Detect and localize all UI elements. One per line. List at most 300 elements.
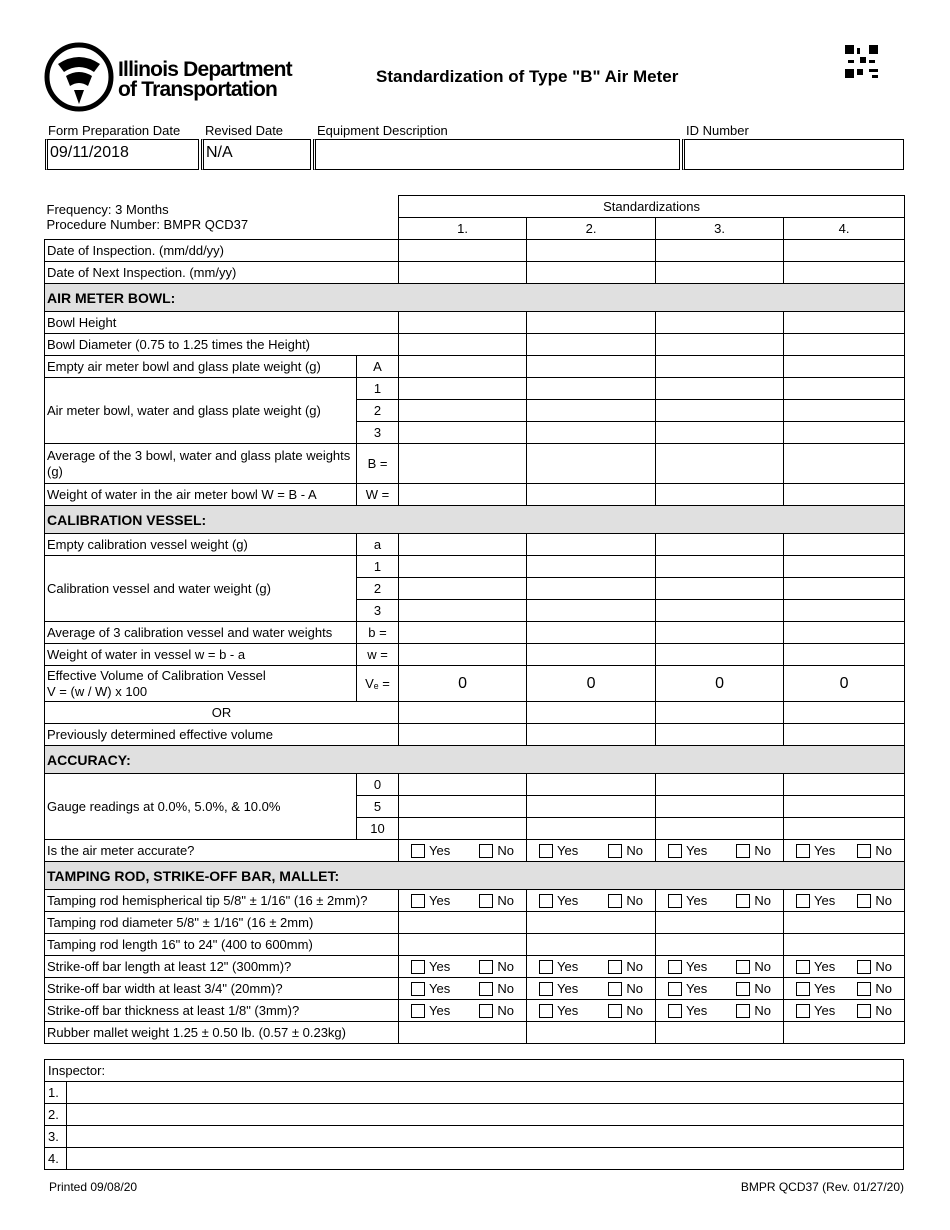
input-cell[interactable] xyxy=(399,356,527,378)
input-cell[interactable] xyxy=(656,334,784,356)
checkbox-icon xyxy=(608,844,622,858)
input-cell[interactable] xyxy=(527,422,656,444)
no-checkbox[interactable] xyxy=(857,843,892,858)
input-cell[interactable] xyxy=(784,444,905,484)
checkbox-icon xyxy=(668,844,682,858)
yes-checkbox[interactable] xyxy=(411,843,450,858)
input-cell[interactable] xyxy=(527,312,656,334)
no-checkbox[interactable] xyxy=(736,959,771,974)
no-label: No xyxy=(875,843,893,858)
input-cell[interactable] xyxy=(399,334,527,356)
no-label: No xyxy=(626,843,644,858)
input-cell[interactable] xyxy=(656,702,784,724)
yes-checkbox[interactable] xyxy=(796,981,835,996)
no-label: No xyxy=(626,1003,644,1018)
row-label: Bowl Diameter (0.75 to 1.25 times the Height) xyxy=(45,334,399,356)
yes-no-group xyxy=(786,843,902,858)
input-cell[interactable] xyxy=(784,484,905,506)
input-cell[interactable] xyxy=(784,262,905,284)
checkbox-icon xyxy=(736,982,750,996)
input-cell[interactable] xyxy=(399,400,527,422)
input-cell[interactable] xyxy=(399,556,527,578)
inspector-label: Inspector: xyxy=(45,1060,904,1082)
input-cell[interactable] xyxy=(399,600,527,622)
yes-checkbox[interactable] xyxy=(796,1003,835,1018)
row-label: Rubber mallet weight 1.25 ± 0.50 lb. (0.57 ± 0.23kg) xyxy=(45,1022,399,1044)
yes-label: Yes xyxy=(814,981,836,996)
checkbox-icon xyxy=(479,1004,493,1018)
eff-vol-value-4[interactable]: 0 xyxy=(784,666,905,702)
inspector-field[interactable] xyxy=(67,1126,904,1148)
checkbox-icon xyxy=(608,982,622,996)
checkbox-icon xyxy=(539,960,553,974)
input-cell[interactable] xyxy=(527,240,656,262)
table-row xyxy=(45,444,905,484)
table-row xyxy=(45,840,905,862)
input-cell[interactable] xyxy=(784,912,905,934)
input-cell[interactable] xyxy=(656,312,784,334)
inspector-field[interactable] xyxy=(67,1148,904,1170)
no-checkbox[interactable] xyxy=(736,1003,771,1018)
equipment-description-field[interactable] xyxy=(313,139,680,170)
yes-no-cell xyxy=(527,840,656,862)
input-cell[interactable] xyxy=(527,1022,656,1044)
input-cell[interactable] xyxy=(784,1022,905,1044)
yes-no-cell xyxy=(399,956,527,978)
input-cell[interactable] xyxy=(784,702,905,724)
no-checkbox[interactable] xyxy=(857,981,892,996)
input-cell[interactable] xyxy=(784,622,905,644)
input-cell[interactable] xyxy=(399,240,527,262)
row-label: Gauge readings at 0.0%, 5.0%, & 10.0% xyxy=(45,774,357,840)
yes-label: Yes xyxy=(814,959,836,974)
yes-checkbox[interactable] xyxy=(539,893,578,908)
no-label: No xyxy=(754,1003,772,1018)
yes-no-group xyxy=(786,981,902,996)
no-checkbox[interactable] xyxy=(736,893,771,908)
yes-no-cell xyxy=(399,890,527,912)
row-code: 2 xyxy=(357,578,399,600)
yes-no-group xyxy=(658,981,781,996)
input-cell[interactable] xyxy=(656,534,784,556)
yes-no-cell xyxy=(784,840,905,862)
eff-vol-value-2[interactable]: 0 xyxy=(527,666,656,702)
yes-checkbox[interactable] xyxy=(411,981,450,996)
input-cell[interactable] xyxy=(656,934,784,956)
input-cell[interactable] xyxy=(784,818,905,840)
row-label xyxy=(45,666,357,702)
inspector-number: 1. xyxy=(45,1082,67,1104)
no-checkbox[interactable] xyxy=(608,981,643,996)
row-label: Date of Next Inspection. (mm/yy) xyxy=(45,262,399,284)
no-checkbox[interactable] xyxy=(479,843,514,858)
row-code: w = xyxy=(357,644,399,666)
no-label: No xyxy=(754,843,772,858)
row-label: Previously determined effective volume xyxy=(45,724,399,746)
input-cell[interactable] xyxy=(399,422,527,444)
row-label: Tamping rod length 16" to 24" (400 to 600mm) xyxy=(45,934,399,956)
row-label: Bowl Height xyxy=(45,312,399,334)
yes-label: Yes xyxy=(686,1003,708,1018)
yes-checkbox[interactable] xyxy=(668,1003,707,1018)
section-calibration-vessel: CALIBRATION VESSEL: xyxy=(45,506,905,534)
yes-no-cell xyxy=(656,978,784,1000)
checkbox-icon xyxy=(411,894,425,908)
checkbox-icon xyxy=(796,960,810,974)
input-cell[interactable] xyxy=(784,556,905,578)
row-label: Empty calibration vessel weight (g) xyxy=(45,534,357,556)
yes-checkbox[interactable] xyxy=(796,959,835,974)
input-cell[interactable] xyxy=(399,818,527,840)
yes-checkbox[interactable] xyxy=(539,959,578,974)
checkbox-icon xyxy=(857,982,871,996)
row-code: 3 xyxy=(357,422,399,444)
input-cell[interactable] xyxy=(399,444,527,484)
table-row xyxy=(45,1022,905,1044)
yes-checkbox[interactable] xyxy=(411,1003,450,1018)
input-cell[interactable] xyxy=(784,400,905,422)
input-cell[interactable] xyxy=(399,262,527,284)
checkbox-icon xyxy=(857,894,871,908)
no-label: No xyxy=(497,959,515,974)
input-cell[interactable] xyxy=(399,484,527,506)
table-row xyxy=(45,356,905,378)
input-cell[interactable] xyxy=(656,578,784,600)
input-cell[interactable] xyxy=(784,796,905,818)
input-cell[interactable] xyxy=(527,334,656,356)
inspector-field[interactable] xyxy=(67,1104,904,1126)
inspector-number: 3. xyxy=(45,1126,67,1148)
table-row xyxy=(45,912,905,934)
input-cell[interactable] xyxy=(399,378,527,400)
input-cell[interactable] xyxy=(656,484,784,506)
no-label: No xyxy=(497,1003,515,1018)
row-label: Strike-off bar width at least 3/4" (20mm)? xyxy=(45,978,399,1000)
input-cell[interactable] xyxy=(784,774,905,796)
input-cell[interactable] xyxy=(399,912,527,934)
input-cell[interactable] xyxy=(527,534,656,556)
input-cell[interactable] xyxy=(784,934,905,956)
eff-vol-value-1[interactable]: 0 xyxy=(399,666,527,702)
input-cell[interactable] xyxy=(527,578,656,600)
checkbox-icon xyxy=(668,894,682,908)
yes-checkbox[interactable] xyxy=(668,843,707,858)
yes-no-group xyxy=(658,1003,781,1018)
qr-code-icon xyxy=(845,45,878,78)
frequency-procedure xyxy=(45,196,399,240)
input-cell[interactable] xyxy=(527,484,656,506)
inspector-number: 2. xyxy=(45,1104,67,1126)
input-cell[interactable] xyxy=(527,818,656,840)
input-cell[interactable] xyxy=(527,356,656,378)
yes-checkbox[interactable] xyxy=(411,959,450,974)
no-checkbox[interactable] xyxy=(608,893,643,908)
input-cell[interactable] xyxy=(656,774,784,796)
no-label: No xyxy=(497,893,515,908)
yes-label: Yes xyxy=(686,959,708,974)
input-cell[interactable] xyxy=(656,818,784,840)
inspector-row xyxy=(45,1148,904,1170)
input-cell[interactable] xyxy=(399,702,527,724)
row-label: Tamping rod diameter 5/8" ± 1/16" (16 ± 2mm) xyxy=(45,912,399,934)
checkbox-icon xyxy=(539,894,553,908)
yes-no-cell xyxy=(527,1000,656,1022)
input-cell[interactable] xyxy=(527,622,656,644)
input-cell[interactable] xyxy=(784,422,905,444)
table-row xyxy=(45,556,905,578)
input-cell[interactable] xyxy=(656,240,784,262)
table-row xyxy=(45,262,905,284)
yes-label: Yes xyxy=(429,959,451,974)
row-label: Weight of water in vessel w = b - a xyxy=(45,644,357,666)
logo-line-1: Illinois Department xyxy=(118,58,292,81)
checkbox-icon xyxy=(796,894,810,908)
yes-checkbox[interactable] xyxy=(796,893,835,908)
no-checkbox[interactable] xyxy=(479,893,514,908)
input-cell[interactable] xyxy=(399,934,527,956)
checkbox-icon xyxy=(796,982,810,996)
yes-label: Yes xyxy=(429,981,451,996)
row-code: 1 xyxy=(357,378,399,400)
input-cell[interactable] xyxy=(399,774,527,796)
no-checkbox[interactable] xyxy=(479,981,514,996)
no-checkbox[interactable] xyxy=(736,981,771,996)
equipment-description-label: Equipment Description xyxy=(317,123,448,138)
table-row xyxy=(45,378,905,400)
yes-no-cell xyxy=(399,840,527,862)
yes-no-cell xyxy=(656,1000,784,1022)
input-cell[interactable] xyxy=(784,356,905,378)
yes-no-cell xyxy=(527,890,656,912)
eff-vol-value-3[interactable]: 0 xyxy=(656,666,784,702)
yes-no-group xyxy=(529,893,653,908)
yes-checkbox[interactable] xyxy=(539,1003,578,1018)
table-row xyxy=(45,702,905,724)
input-cell[interactable] xyxy=(784,378,905,400)
no-checkbox[interactable] xyxy=(857,1003,892,1018)
input-cell[interactable] xyxy=(527,724,656,746)
input-cell[interactable] xyxy=(399,578,527,600)
input-cell[interactable] xyxy=(784,724,905,746)
row-code: W = xyxy=(357,484,399,506)
yes-label: Yes xyxy=(429,1003,451,1018)
logo-text xyxy=(118,60,292,100)
checkbox-icon xyxy=(668,960,682,974)
input-cell[interactable] xyxy=(784,578,905,600)
input-cell[interactable] xyxy=(656,724,784,746)
no-checkbox[interactable] xyxy=(736,843,771,858)
input-cell[interactable] xyxy=(399,796,527,818)
no-checkbox[interactable] xyxy=(857,959,892,974)
input-cell[interactable] xyxy=(399,1022,527,1044)
row-label: Air meter bowl, water and glass plate weight (g) xyxy=(45,378,357,444)
yes-no-group xyxy=(786,959,902,974)
yes-label: Yes xyxy=(557,959,579,974)
input-cell[interactable] xyxy=(656,644,784,666)
row-code: 0 xyxy=(357,774,399,796)
yes-no-group xyxy=(401,959,524,974)
standardization-table xyxy=(44,195,905,1044)
yes-no-group xyxy=(401,1003,524,1018)
revised-date-field[interactable]: N/A xyxy=(201,139,311,170)
table-row xyxy=(45,1000,905,1022)
yes-checkbox[interactable] xyxy=(668,893,707,908)
row-label: Strike-off bar length at least 12" (300mm)? xyxy=(45,956,399,978)
input-cell[interactable] xyxy=(784,644,905,666)
input-cell[interactable] xyxy=(399,312,527,334)
yes-no-group xyxy=(786,893,902,908)
id-number-field[interactable] xyxy=(682,139,904,170)
no-checkbox[interactable] xyxy=(479,1003,514,1018)
yes-no-group xyxy=(529,981,653,996)
yes-no-group xyxy=(401,893,524,908)
eff-vol-line-1: Effective Volume of Calibration Vessel xyxy=(47,667,266,683)
checkbox-icon xyxy=(736,1004,750,1018)
checkbox-icon xyxy=(411,982,425,996)
input-cell[interactable] xyxy=(656,556,784,578)
yes-checkbox[interactable] xyxy=(668,959,707,974)
row-code: 5 xyxy=(357,796,399,818)
input-cell[interactable] xyxy=(784,600,905,622)
table-row xyxy=(45,774,905,796)
checkbox-icon xyxy=(796,1004,810,1018)
input-cell[interactable] xyxy=(527,796,656,818)
input-cell[interactable] xyxy=(527,702,656,724)
checkbox-icon xyxy=(857,960,871,974)
row-code: B = xyxy=(357,444,399,484)
row-code: 3 xyxy=(357,600,399,622)
input-cell[interactable] xyxy=(399,724,527,746)
yes-no-cell xyxy=(784,890,905,912)
input-cell[interactable] xyxy=(656,422,784,444)
input-cell[interactable] xyxy=(784,334,905,356)
input-cell[interactable] xyxy=(656,622,784,644)
form-id: BMPR QCD37 (Rev. 01/27/20) xyxy=(740,1180,904,1194)
checkbox-icon xyxy=(479,844,493,858)
no-label: No xyxy=(875,893,893,908)
checkbox-icon xyxy=(608,1004,622,1018)
input-cell[interactable] xyxy=(656,912,784,934)
no-checkbox[interactable] xyxy=(479,959,514,974)
page-title: Standardization of Type "B" Air Meter xyxy=(376,67,679,86)
column-header-4: 4. xyxy=(784,218,905,240)
no-label: No xyxy=(875,959,893,974)
yes-no-cell xyxy=(399,1000,527,1022)
checkbox-icon xyxy=(608,960,622,974)
input-cell[interactable] xyxy=(527,934,656,956)
inspector-table xyxy=(44,1059,904,1170)
row-code: Vₑ = xyxy=(357,666,399,702)
input-cell[interactable] xyxy=(527,444,656,484)
checkbox-icon xyxy=(479,982,493,996)
yes-no-group xyxy=(529,843,653,858)
revised-date-label: Revised Date xyxy=(205,123,284,138)
yes-label: Yes xyxy=(686,893,708,908)
input-cell[interactable] xyxy=(784,534,905,556)
no-checkbox[interactable] xyxy=(608,1003,643,1018)
inspector-field[interactable] xyxy=(67,1082,904,1104)
input-cell[interactable] xyxy=(399,622,527,644)
row-label: Average of 3 calibration vessel and water weights xyxy=(45,622,357,644)
input-cell[interactable] xyxy=(527,600,656,622)
input-cell[interactable] xyxy=(784,240,905,262)
input-cell[interactable] xyxy=(656,400,784,422)
yes-no-cell xyxy=(527,956,656,978)
row-label: Tamping rod hemispherical tip 5/8" ± 1/16" (16 ± 2mm)? xyxy=(45,890,399,912)
yes-no-cell xyxy=(656,956,784,978)
checkbox-icon xyxy=(411,844,425,858)
input-cell[interactable] xyxy=(527,262,656,284)
no-label: No xyxy=(754,981,772,996)
yes-checkbox[interactable] xyxy=(668,981,707,996)
yes-checkbox[interactable] xyxy=(411,893,450,908)
input-cell[interactable] xyxy=(527,644,656,666)
yes-label: Yes xyxy=(557,1003,579,1018)
input-cell[interactable] xyxy=(527,378,656,400)
input-cell[interactable] xyxy=(656,378,784,400)
row-label: Average of the 3 bowl, water and glass plate weights (g) xyxy=(45,444,357,484)
input-cell[interactable] xyxy=(527,556,656,578)
input-cell[interactable] xyxy=(527,774,656,796)
row-code: 1 xyxy=(357,556,399,578)
inspector-row xyxy=(45,1082,904,1104)
no-label: No xyxy=(875,1003,893,1018)
eff-vol-line-2: V = (w / W) x 100 xyxy=(47,683,148,699)
yes-checkbox[interactable] xyxy=(539,843,578,858)
row-label: Empty air meter bowl and glass plate weight (g) xyxy=(45,356,357,378)
row-code: b = xyxy=(357,622,399,644)
no-checkbox[interactable] xyxy=(857,893,892,908)
input-cell[interactable] xyxy=(527,912,656,934)
input-cell[interactable] xyxy=(656,356,784,378)
yes-no-group xyxy=(529,1003,653,1018)
no-label: No xyxy=(626,959,644,974)
input-cell[interactable] xyxy=(656,444,784,484)
yes-label: Yes xyxy=(686,981,708,996)
checkbox-icon xyxy=(736,844,750,858)
form-prep-date-field[interactable]: 09/11/2018 xyxy=(45,139,199,170)
checkbox-icon xyxy=(539,982,553,996)
row-label: Strike-off bar thickness at least 1/8" (3mm)? xyxy=(45,1000,399,1022)
no-checkbox[interactable] xyxy=(608,843,643,858)
yes-checkbox[interactable] xyxy=(539,981,578,996)
input-cell[interactable] xyxy=(656,262,784,284)
no-label: No xyxy=(497,843,515,858)
input-cell[interactable] xyxy=(399,534,527,556)
column-header-1: 1. xyxy=(399,218,527,240)
yes-checkbox[interactable] xyxy=(796,843,835,858)
yes-no-group xyxy=(658,843,781,858)
table-row xyxy=(45,484,905,506)
checkbox-icon xyxy=(668,1004,682,1018)
printed-date: Printed 09/08/20 xyxy=(49,1180,138,1194)
input-cell[interactable] xyxy=(656,1022,784,1044)
input-cell[interactable] xyxy=(399,644,527,666)
yes-no-cell xyxy=(784,978,905,1000)
checkbox-icon xyxy=(796,844,810,858)
row-label: Is the air meter accurate? xyxy=(45,840,399,862)
checkbox-icon xyxy=(539,844,553,858)
yes-no-group xyxy=(786,1003,902,1018)
input-cell[interactable] xyxy=(784,312,905,334)
input-cell[interactable] xyxy=(527,400,656,422)
yes-no-group xyxy=(658,893,781,908)
no-checkbox[interactable] xyxy=(608,959,643,974)
inspector-row xyxy=(45,1126,904,1148)
table-row xyxy=(45,724,905,746)
input-cell[interactable] xyxy=(656,600,784,622)
input-cell[interactable] xyxy=(656,796,784,818)
